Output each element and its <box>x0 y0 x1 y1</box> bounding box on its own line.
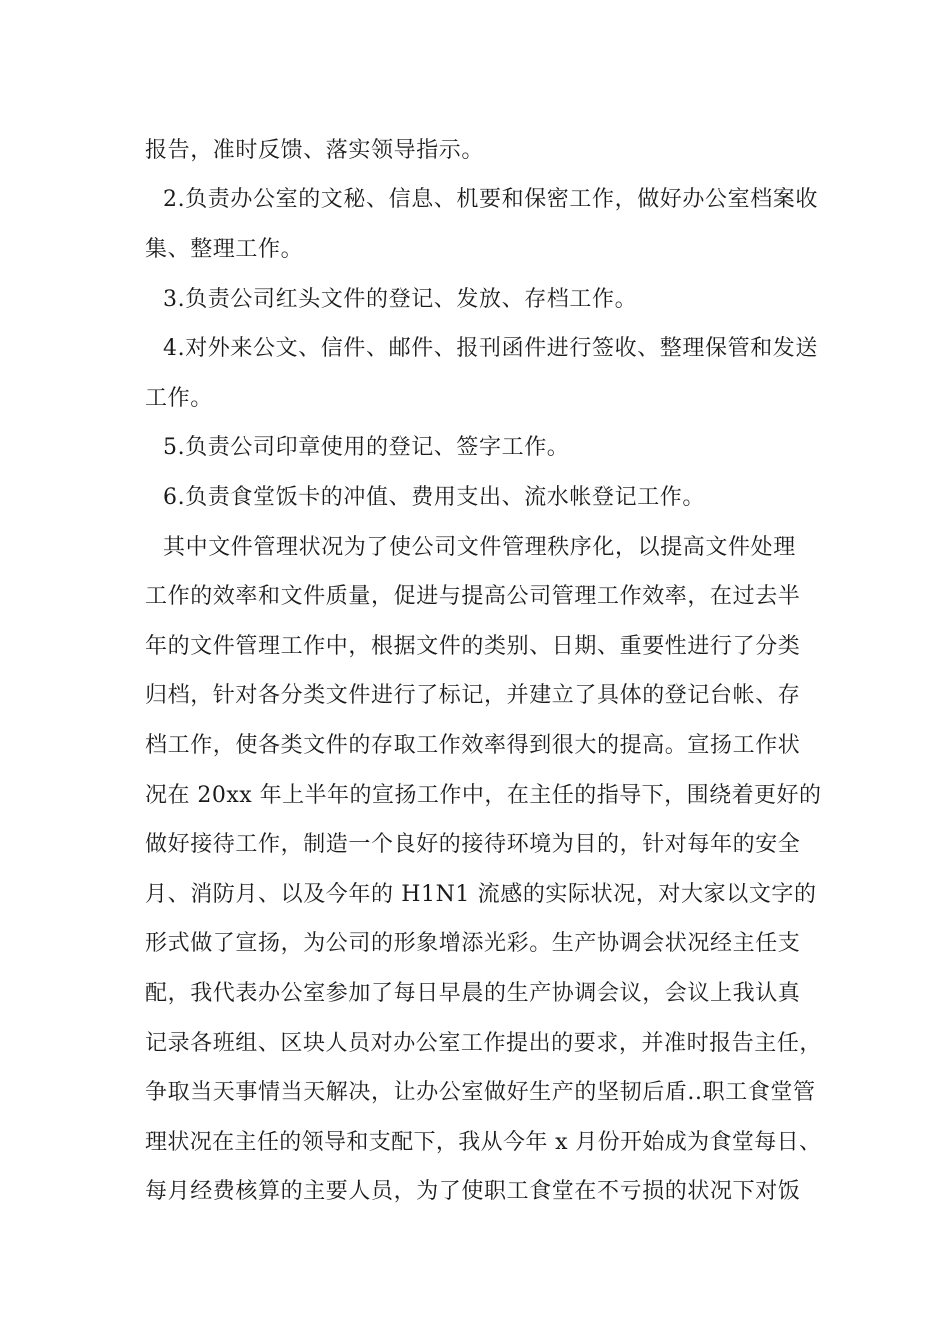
text-line: 年的文件管理工作中，根据文件的类别、日期、重要性进行了分类 <box>145 634 801 659</box>
text-line: 况在 20xx 年上半年的宣扬工作中，在主任的指导下，围绕着更好的 <box>145 783 822 808</box>
text-line: 3.负责公司红头文件的登记、发放、存档工作。 <box>163 287 638 312</box>
text-line: 工作。 <box>145 386 213 411</box>
text-line: 集、整理工作。 <box>145 237 304 262</box>
text-line: 4.对外来公文、信件、邮件、报刊函件进行签收、整理保管和发送 <box>163 336 818 361</box>
text-line: 报告，准时反馈、落实领导指示。 <box>145 138 485 163</box>
text-line: 理状况在主任的领导和支配下，我从今年 x 月份开始成为食堂每日、 <box>145 1130 822 1155</box>
text-line: 每月经费核算的主要人员，为了使职工食堂在不亏损的状况下对饭 <box>145 1179 801 1204</box>
text-line: 月、消防月、以及今年的 H1N1 流感的实际状况，对大家以文字的 <box>145 882 817 907</box>
text-line: 6.负责食堂饭卡的冲值、费用支出、流水帐登记工作。 <box>163 485 705 510</box>
text-line: 做好接待工作，制造一个良好的接待环境为目的，针对每年的安全 <box>145 832 801 857</box>
text-line: 其中文件管理状况为了使公司文件管理秩序化，以提高文件处理 <box>163 535 796 560</box>
text-line: 5.负责公司印章使用的登记、签字工作。 <box>163 435 570 460</box>
text-line: 形式做了宣扬，为公司的形象增添光彩。生产协调会状况经主任支 <box>145 931 801 956</box>
text-line: 工作的效率和文件质量，促进与提高公司管理工作效率，在过去半 <box>145 584 801 609</box>
text-line: 记录各班组、区块人员对办公室工作提出的要求，并准时报告主任， <box>145 1031 822 1056</box>
text-line: 配，我代表办公室参加了每日早晨的生产协调会议，会议上我认真 <box>145 981 801 1006</box>
text-line: 2.负责办公室的文秘、信息、机要和保密工作，做好办公室档案收 <box>163 187 818 212</box>
text-line: 争取当天事情当天解决，让办公室做好生产的坚韧后盾..职工食堂管 <box>145 1080 816 1105</box>
text-line: 归档，针对各分类文件进行了标记，并建立了具体的登记台帐、存 <box>145 683 801 708</box>
text-line: 档工作，使各类文件的存取工作效率得到很大的提高。宣扬工作状 <box>145 733 801 758</box>
